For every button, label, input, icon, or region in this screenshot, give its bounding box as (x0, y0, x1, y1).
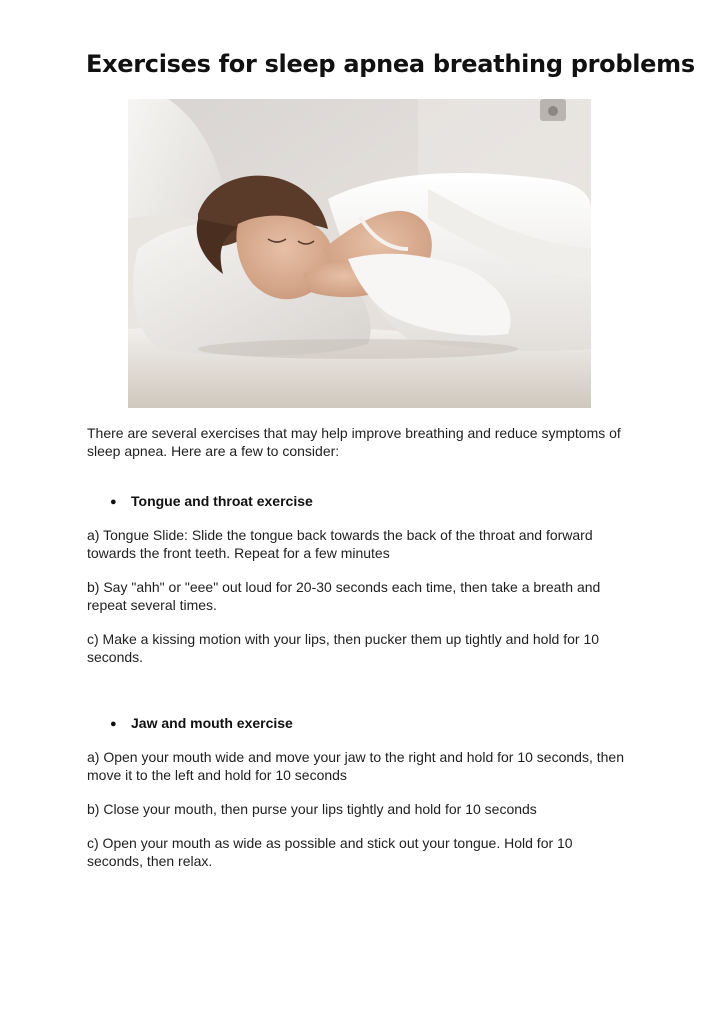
tongue-exercise-item-b: b) Say "ahh" or "eee" out loud for 20-30 seconds each time, then take a breath and repeat several times. (87, 579, 601, 613)
section-heading-jaw-mouth (110, 715, 293, 734)
bullet-icon: ● (110, 718, 117, 730)
section-heading-label: Tongue and throat exercise (131, 493, 313, 509)
tongue-exercise-item-c: c) Make a kissing motion with your lips, then pucker them up tightly and hold for 10 seconds. (87, 631, 600, 665)
page-title: Exercises for sleep apnea breathing problems (86, 50, 695, 78)
tongue-exercise-item-a: a) Tongue Slide: Slide the tongue back towards the back of the throat and forward towards the front teeth. Repeat for a few minutes (87, 527, 593, 561)
bullet-icon: ● (110, 496, 117, 508)
jaw-exercise-item-a: a) Open your mouth wide and move your jaw to the right and hold for 10 seconds, then move it to the left and hold for 10 seconds (87, 749, 624, 783)
woman-sleeping-photo (128, 99, 591, 408)
jaw-exercise-item-c: c) Open your mouth as wide as possible and stick out your tongue. Hold for 10 seconds, then relax. (87, 835, 573, 869)
jaw-exercise-item-b: b) Close your mouth, then purse your lips tightly and hold for 10 seconds (87, 801, 537, 817)
intro-paragraph: There are several exercises that may help improve breathing and reduce symptoms of sleep apnea. Here are a few to consider: (87, 425, 621, 459)
section-heading-tongue-throat (110, 493, 313, 512)
section-heading-label: Jaw and mouth exercise (131, 715, 293, 731)
